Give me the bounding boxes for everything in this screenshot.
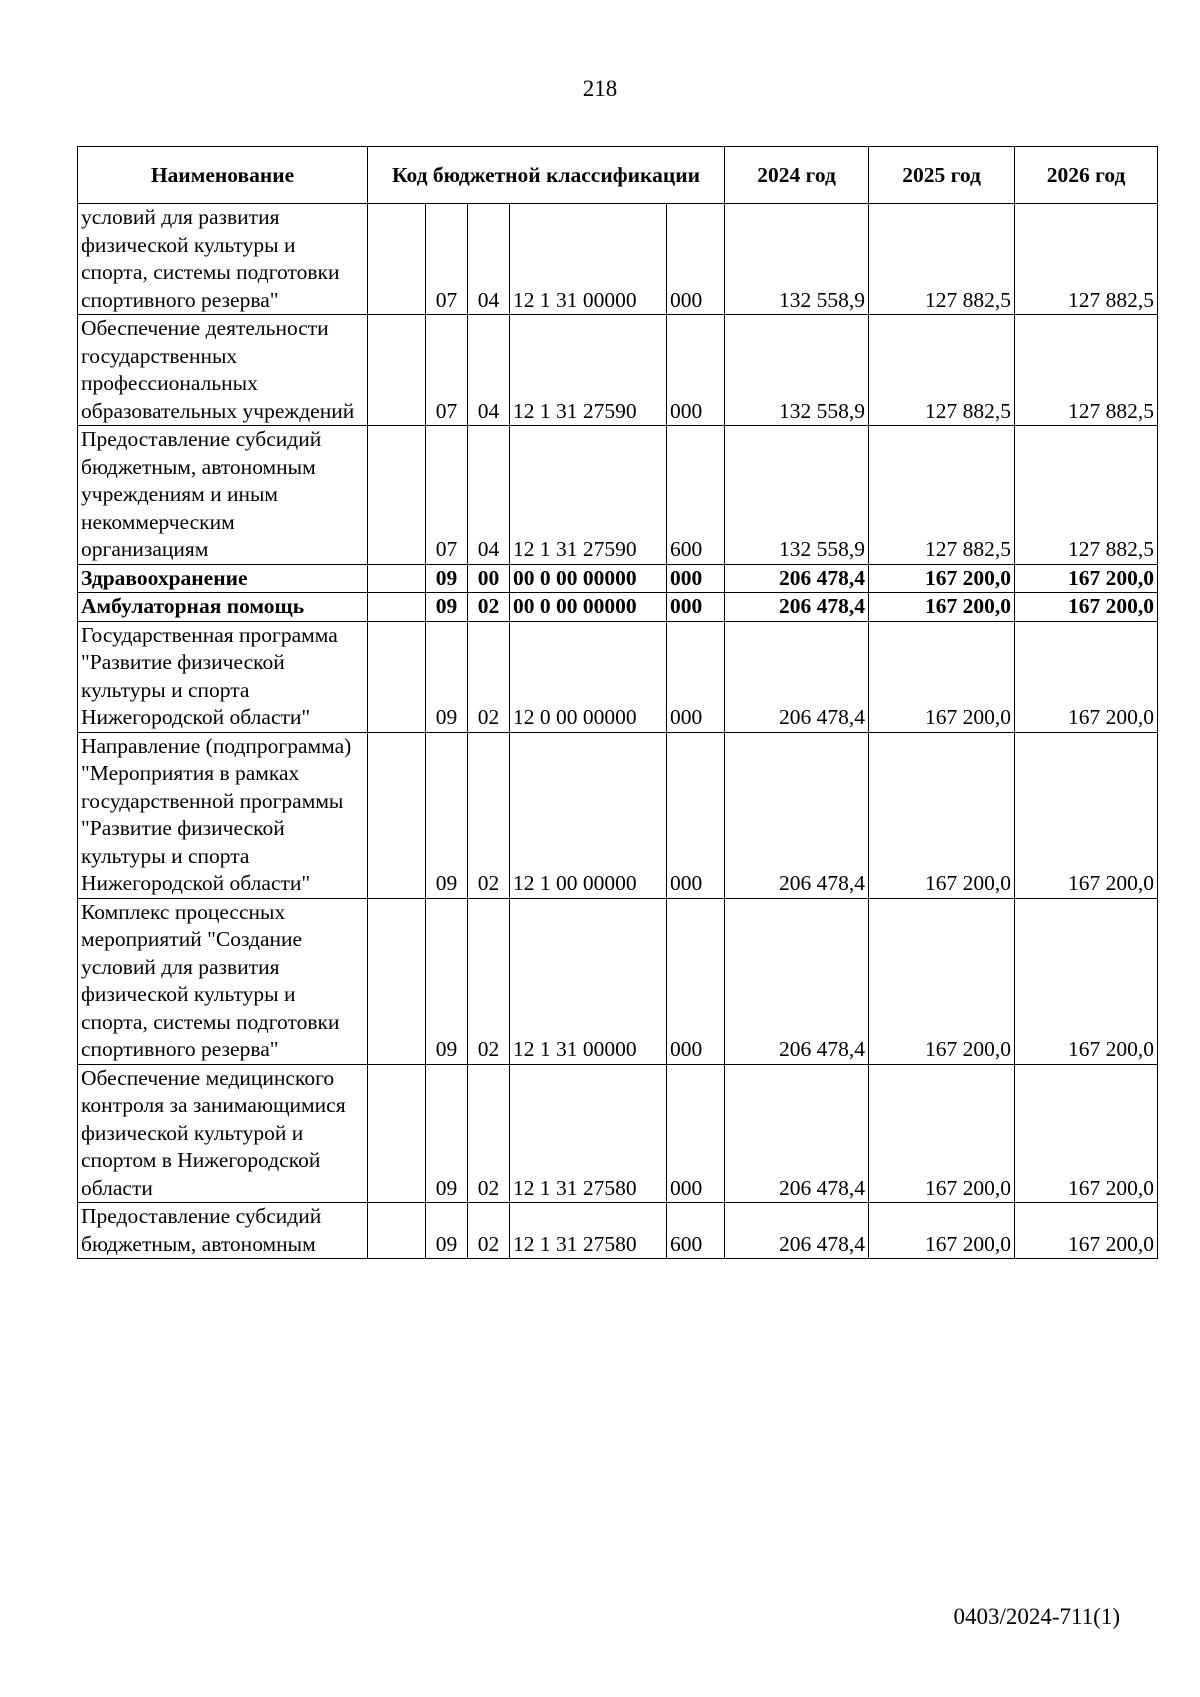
row-target-article-code: 00 0 00 00000 <box>510 593 667 622</box>
table-row <box>78 593 1158 622</box>
row-section-code: 09 <box>426 621 468 732</box>
row-blank-cell <box>368 732 426 898</box>
row-blank-cell <box>368 898 426 1064</box>
row-blank-cell <box>368 315 426 426</box>
row-value-2025: 127 882,5 <box>869 315 1015 426</box>
row-target-article-code: 12 1 31 00000 <box>510 898 667 1064</box>
row-value-2025: 167 200,0 <box>869 732 1015 898</box>
row-value-2025: 167 200,0 <box>869 621 1015 732</box>
row-section-code: 09 <box>426 593 468 622</box>
row-value-2024: 206 478,4 <box>725 1064 869 1203</box>
table-row <box>78 898 1158 1064</box>
row-section-code: 09 <box>426 1203 468 1259</box>
row-section-code: 07 <box>426 315 468 426</box>
row-subsection-code: 04 <box>468 204 510 315</box>
row-value-2026: 167 200,0 <box>1015 564 1158 593</box>
row-expense-type-code: 000 <box>667 898 725 1064</box>
document-code: 0403/2024-711(1) <box>953 1604 1120 1629</box>
table-row <box>78 621 1158 732</box>
row-value-2026: 167 200,0 <box>1015 621 1158 732</box>
row-value-2025: 167 200,0 <box>869 1064 1015 1203</box>
row-section-code: 07 <box>426 426 468 565</box>
header-name: Наименование <box>78 147 368 204</box>
row-value-2026: 167 200,0 <box>1015 732 1158 898</box>
row-expense-type-code: 000 <box>667 315 725 426</box>
row-value-2024: 206 478,4 <box>725 732 869 898</box>
row-name: условий для развития физической культуры и спорта, системы подготовки спортивного резерва" <box>78 204 368 315</box>
row-subsection-code: 00 <box>468 564 510 593</box>
row-expense-type-code: 600 <box>667 426 725 565</box>
row-name: Предоставление субсидий бюджетным, автономным <box>78 1203 368 1259</box>
row-subsection-code: 04 <box>468 315 510 426</box>
row-blank-cell <box>368 564 426 593</box>
row-expense-type-code: 000 <box>667 204 725 315</box>
row-value-2026: 127 882,5 <box>1015 315 1158 426</box>
row-target-article-code: 12 1 31 27590 <box>510 426 667 565</box>
row-blank-cell <box>368 1203 426 1259</box>
row-target-article-code: 12 1 31 00000 <box>510 204 667 315</box>
row-blank-cell <box>368 593 426 622</box>
row-value-2024: 206 478,4 <box>725 564 869 593</box>
row-expense-type-code: 600 <box>667 1203 725 1259</box>
header-2025: 2025 год <box>869 147 1015 204</box>
row-value-2026: 127 882,5 <box>1015 204 1158 315</box>
row-expense-type-code: 000 <box>667 593 725 622</box>
row-value-2024: 206 478,4 <box>725 593 869 622</box>
row-expense-type-code: 000 <box>667 564 725 593</box>
table-row <box>78 564 1158 593</box>
row-section-code: 09 <box>426 1064 468 1203</box>
row-value-2024: 206 478,4 <box>725 898 869 1064</box>
table-row <box>78 732 1158 898</box>
row-blank-cell <box>368 204 426 315</box>
row-section-code: 09 <box>426 564 468 593</box>
row-section-code: 07 <box>426 204 468 315</box>
row-target-article-code: 12 1 31 27580 <box>510 1203 667 1259</box>
row-name: Комплекс процессных мероприятий "Создание условий для развития физической культуры и спорта, системы подготовки спортивного резерва" <box>78 898 368 1064</box>
row-section-code: 09 <box>426 898 468 1064</box>
row-value-2026: 167 200,0 <box>1015 898 1158 1064</box>
row-value-2024: 132 558,9 <box>725 315 869 426</box>
table-row <box>78 1064 1158 1203</box>
row-subsection-code: 02 <box>468 1203 510 1259</box>
page-number: 218 <box>582 76 618 101</box>
row-expense-type-code: 000 <box>667 732 725 898</box>
row-subsection-code: 02 <box>468 732 510 898</box>
row-value-2024: 206 478,4 <box>725 1203 869 1259</box>
row-name: Обеспечение деятельности государственных профессиональных образовательных учреждений <box>78 315 368 426</box>
row-blank-cell <box>368 621 426 732</box>
row-value-2025: 167 200,0 <box>869 593 1015 622</box>
row-target-article-code: 12 1 31 27590 <box>510 315 667 426</box>
row-target-article-code: 12 1 31 27580 <box>510 1064 667 1203</box>
row-blank-cell <box>368 1064 426 1203</box>
table-row <box>78 315 1158 426</box>
row-value-2026: 167 200,0 <box>1015 593 1158 622</box>
table-row <box>78 204 1158 315</box>
row-value-2024: 132 558,9 <box>725 426 869 565</box>
row-value-2024: 132 558,9 <box>725 204 869 315</box>
row-name: Направление (подпрограмма) "Мероприятия в рамках государственной программы "Развитие физической культуры и спорта Нижегородской области" <box>78 732 368 898</box>
budget-table <box>77 146 1158 1259</box>
row-subsection-code: 02 <box>468 621 510 732</box>
header-2024: 2024 год <box>725 147 869 204</box>
row-name: Предоставление субсидий бюджетным, автономным учреждениям и иным некоммерческим организациям <box>78 426 368 565</box>
header-2026: 2026 год <box>1015 147 1158 204</box>
row-value-2026: 167 200,0 <box>1015 1203 1158 1259</box>
row-value-2025: 167 200,0 <box>869 564 1015 593</box>
row-value-2026: 167 200,0 <box>1015 1064 1158 1203</box>
row-target-article-code: 12 0 00 00000 <box>510 621 667 732</box>
table-header-row <box>78 147 1158 204</box>
row-subsection-code: 02 <box>468 898 510 1064</box>
row-expense-type-code: 000 <box>667 621 725 732</box>
row-target-article-code: 12 1 00 00000 <box>510 732 667 898</box>
row-blank-cell <box>368 426 426 565</box>
row-name: Государственная программа "Развитие физической культуры и спорта Нижегородской области" <box>78 621 368 732</box>
row-value-2025: 167 200,0 <box>869 898 1015 1064</box>
header-budget-code: Код бюджетной классификации <box>368 147 725 204</box>
row-subsection-code: 02 <box>468 1064 510 1203</box>
row-subsection-code: 04 <box>468 426 510 565</box>
row-name: Здравоохранение <box>78 564 368 593</box>
table-body <box>78 204 1158 1259</box>
table-row <box>78 426 1158 565</box>
row-value-2026: 127 882,5 <box>1015 426 1158 565</box>
row-value-2025: 127 882,5 <box>869 426 1015 565</box>
row-value-2024: 206 478,4 <box>725 621 869 732</box>
row-subsection-code: 02 <box>468 593 510 622</box>
row-name: Обеспечение медицинского контроля за занимающимися физической культурой и спортом в Нижегородской области <box>78 1064 368 1203</box>
row-expense-type-code: 000 <box>667 1064 725 1203</box>
row-value-2025: 127 882,5 <box>869 204 1015 315</box>
row-value-2025: 167 200,0 <box>869 1203 1015 1259</box>
row-section-code: 09 <box>426 732 468 898</box>
row-name: Амбулаторная помощь <box>78 593 368 622</box>
table-row <box>78 1203 1158 1259</box>
row-target-article-code: 00 0 00 00000 <box>510 564 667 593</box>
